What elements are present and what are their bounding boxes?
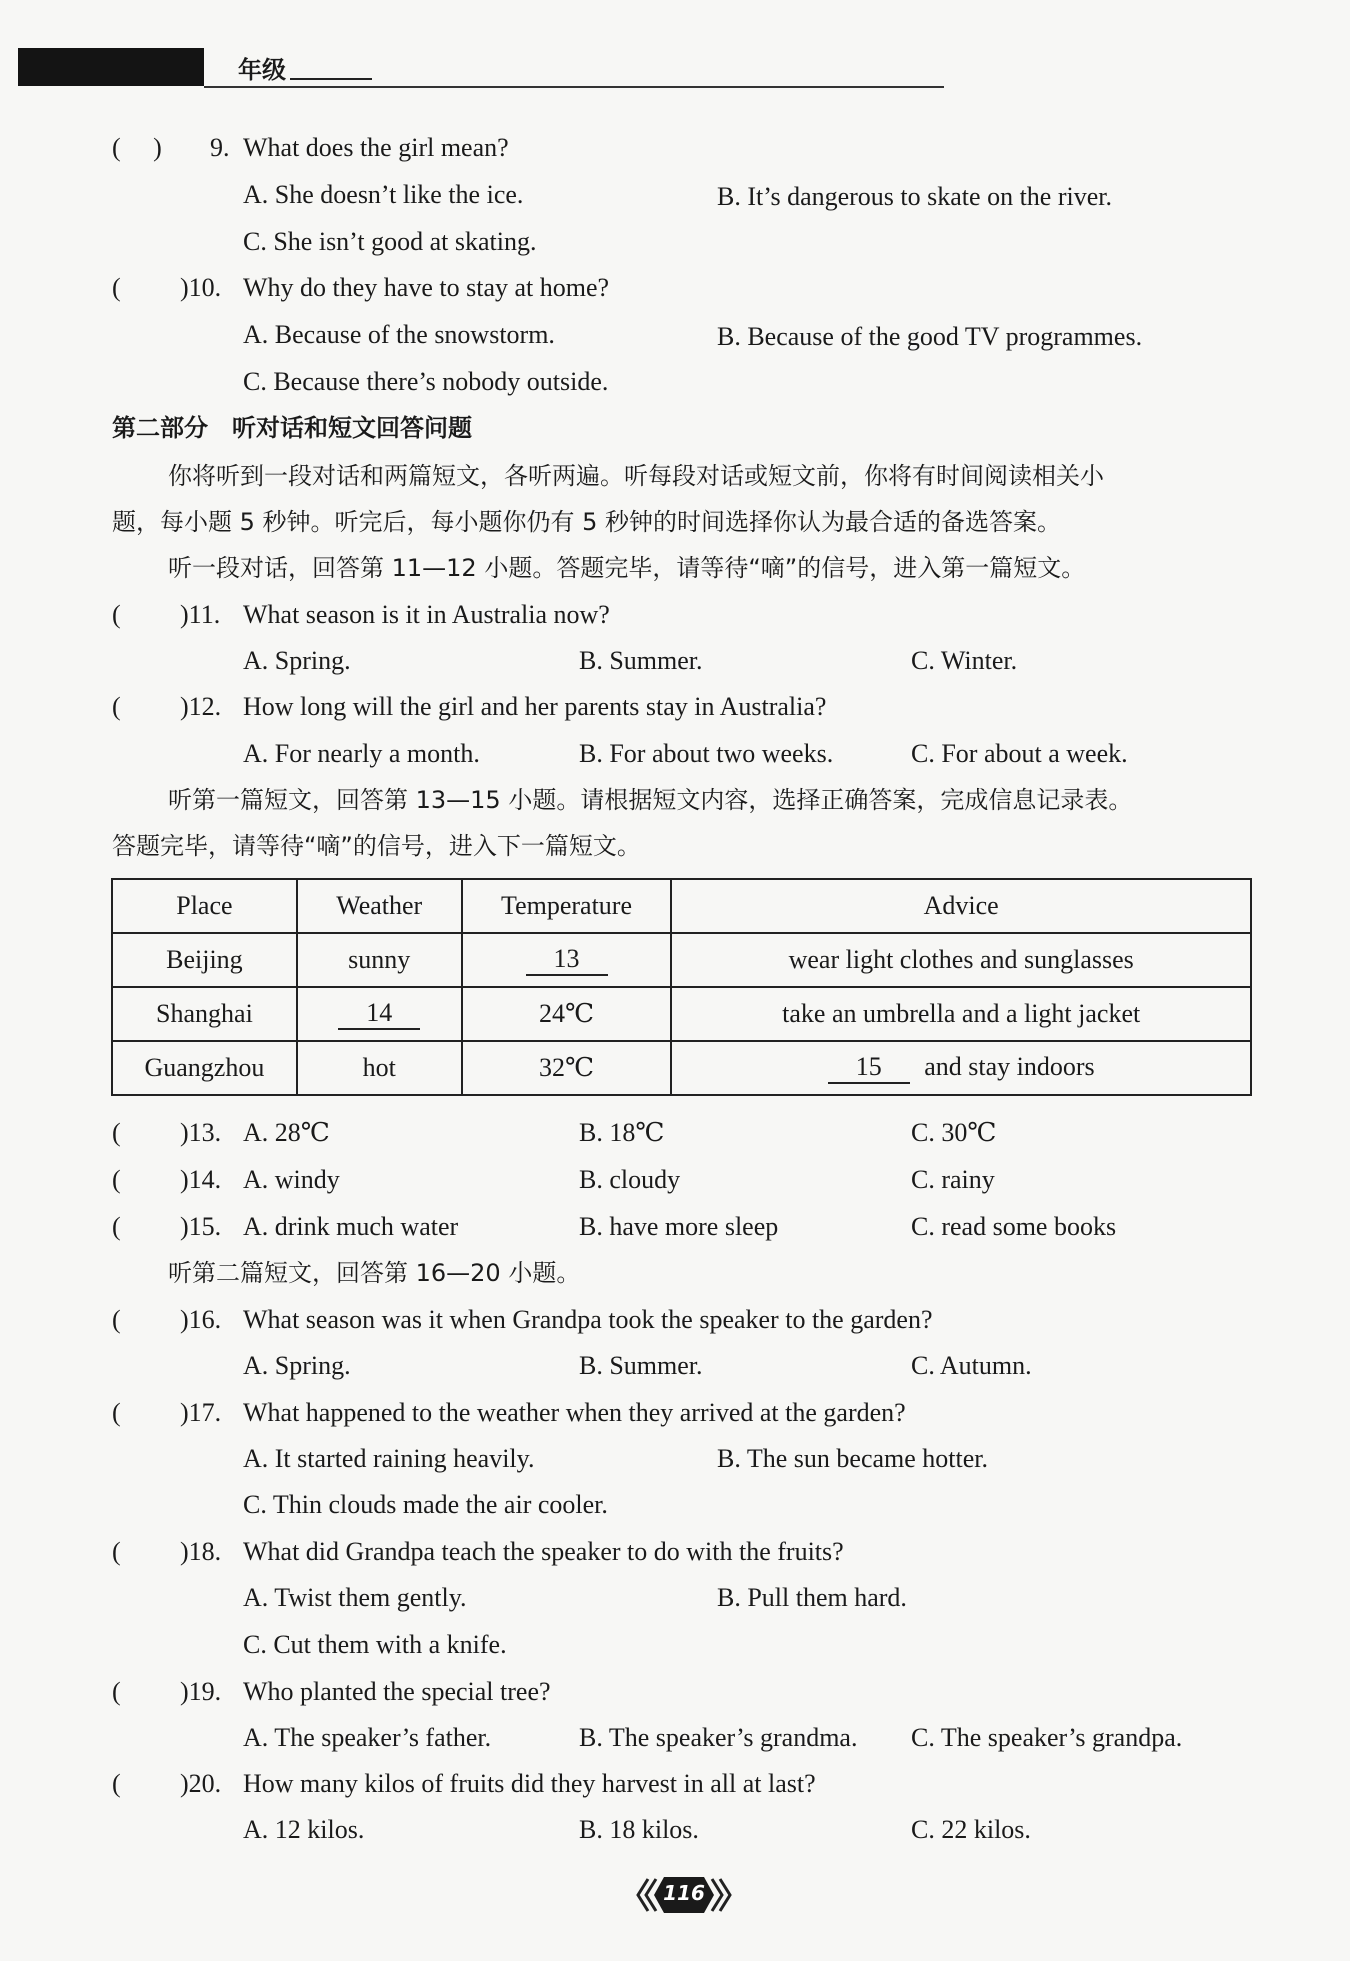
option-c[interactable]: C. Winter. <box>911 646 1018 675</box>
option-b[interactable]: B. 18℃ <box>579 1118 665 1147</box>
answer-bracket-q13[interactable]: ( <box>112 1118 121 1147</box>
question-stem: What happened to the weather when they arrived at the garden? <box>243 1398 906 1427</box>
question-number: )20. <box>180 1769 222 1798</box>
table-cell-place: Shanghai <box>112 987 297 1041</box>
table-cell-advice: take an umbrella and a light jacket <box>671 987 1251 1041</box>
table-cell-temperature: 32℃ <box>462 1041 672 1095</box>
table-cell-weather: sunny <box>297 933 462 987</box>
section-title: 第二部分 听对话和短文回答问题 <box>112 414 472 442</box>
option-b[interactable]: B. Summer. <box>579 646 703 675</box>
question-number: )15. <box>180 1212 222 1241</box>
passage1-intro-line1: 听第一篇短文，回答第 13—15 小题。请根据短文内容，选择正确答案，完成信息记录表。 <box>168 786 1133 814</box>
table-cell-weather: hot <box>297 1041 462 1095</box>
option-a[interactable]: A. drink much water <box>243 1212 459 1241</box>
option-b[interactable]: B. The speaker’s grandma. <box>579 1723 858 1752</box>
table-cell-weather <box>297 987 462 1041</box>
header-rule <box>204 86 944 88</box>
table-header: Advice <box>671 879 1251 933</box>
grade-label: 年级 <box>238 56 286 84</box>
option-c[interactable]: C. She isn’t good at skating. <box>243 227 537 256</box>
question-stem: Why do they have to stay at home? <box>243 273 610 302</box>
question-number: )14. <box>180 1165 222 1194</box>
option-b[interactable]: B. It’s dangerous to skate on the river. <box>717 182 1112 211</box>
option-b[interactable]: B. Pull them hard. <box>717 1583 907 1612</box>
question-number: )18. <box>180 1537 222 1566</box>
option-c[interactable]: C. Because there’s nobody outside. <box>243 367 609 396</box>
answer-bracket-q17[interactable]: ( <box>112 1398 121 1427</box>
question-number: )16. <box>180 1305 222 1334</box>
answer-bracket-q18[interactable]: ( <box>112 1537 121 1566</box>
option-c[interactable]: C. 30℃ <box>911 1118 997 1147</box>
option-b[interactable]: B. 18 kilos. <box>579 1815 699 1844</box>
question-number: )11. <box>180 600 221 629</box>
table-row <box>112 933 1251 987</box>
answer-blank-15[interactable]: 15 <box>828 1052 910 1084</box>
option-a[interactable]: A. 12 kilos. <box>243 1815 365 1844</box>
option-b[interactable]: B. The sun became hotter. <box>717 1444 989 1473</box>
section-intro-line2: 题，每小题 5 秒钟。听完后，每小题你仍有 5 秒钟的时间选择你认为最合适的备选答案。 <box>112 508 1062 536</box>
option-b[interactable]: B. Summer. <box>579 1351 703 1380</box>
option-a[interactable]: A. It started raining heavily. <box>243 1444 535 1473</box>
question-number: )17. <box>180 1398 222 1427</box>
passage1-intro-line2: 答题完毕，请等待“嘀”的信号，进入下一篇短文。 <box>112 832 641 860</box>
table-cell-temperature: 24℃ <box>462 987 672 1041</box>
table-row <box>112 1041 1251 1095</box>
table-header: Temperature <box>462 879 672 933</box>
option-b[interactable]: B. have more sleep <box>579 1212 779 1241</box>
option-c[interactable]: C. For about a week. <box>911 739 1128 768</box>
answer-bracket-q10[interactable]: ( <box>112 273 121 302</box>
option-a[interactable]: A. Because of the snowstorm. <box>243 320 555 349</box>
question-number: 9. <box>210 133 230 162</box>
grade-blank[interactable] <box>290 78 372 80</box>
passage2-intro: 听第二篇短文，回答第 16—20 小题。 <box>168 1259 581 1287</box>
option-b[interactable]: B. cloudy <box>579 1165 681 1194</box>
option-c[interactable]: C. read some books <box>911 1212 1117 1241</box>
question-number: )12. <box>180 692 222 721</box>
answer-bracket-q15[interactable]: ( <box>112 1212 121 1241</box>
page-number: 116 <box>663 1881 705 1905</box>
option-a[interactable]: A. Twist them gently. <box>243 1583 467 1612</box>
table-cell-advice <box>671 1041 1251 1095</box>
option-a[interactable]: A. For nearly a month. <box>243 739 480 768</box>
question-number: )19. <box>180 1677 222 1706</box>
advice-text: and stay indoors <box>924 1052 1095 1081</box>
table-cell-advice: wear light clothes and sunglasses <box>671 933 1251 987</box>
answer-bracket-q12[interactable]: ( <box>112 692 121 721</box>
question-stem: What does the girl mean? <box>243 133 509 162</box>
question-stem: Who planted the special tree? <box>243 1677 551 1706</box>
answer-blank-13[interactable]: 13 <box>526 944 608 976</box>
option-a[interactable]: A. windy <box>243 1165 340 1194</box>
option-c[interactable]: C. Thin clouds made the air cooler. <box>243 1490 608 1519</box>
option-c[interactable]: C. The speaker’s grandpa. <box>911 1723 1183 1752</box>
option-c[interactable]: C. 22 kilos. <box>911 1815 1031 1844</box>
question-number: )10. <box>180 273 222 302</box>
question-number: )13. <box>180 1118 222 1147</box>
option-a[interactable]: A. The speaker’s father. <box>243 1723 492 1752</box>
answer-bracket-q16[interactable]: ( <box>112 1305 121 1334</box>
option-a[interactable]: A. 28℃ <box>243 1118 330 1147</box>
table-cell-temperature <box>462 933 672 987</box>
answer-bracket-q11[interactable]: ( <box>112 600 121 629</box>
question-stem: What season is it in Australia now? <box>243 600 610 629</box>
table-row <box>112 987 1251 1041</box>
page-number-badge <box>634 1873 734 1917</box>
answer-bracket-q9[interactable]: ( ) <box>112 133 162 162</box>
answer-bracket-q20[interactable]: ( <box>112 1769 121 1798</box>
answer-blank-14[interactable]: 14 <box>338 998 420 1030</box>
answer-bracket-q14[interactable]: ( <box>112 1165 121 1194</box>
option-b[interactable]: B. Because of the good TV programmes. <box>717 322 1143 351</box>
option-a[interactable]: A. Spring. <box>243 646 351 675</box>
option-c[interactable]: C. Cut them with a knife. <box>243 1630 507 1659</box>
weather-info-table <box>111 878 1252 1096</box>
table-cell-place: Beijing <box>112 933 297 987</box>
option-b[interactable]: B. For about two weeks. <box>579 739 834 768</box>
question-stem: What did Grandpa teach the speaker to do with the fruits? <box>243 1537 844 1566</box>
table-header-row <box>112 879 1251 933</box>
table-header: Place <box>112 879 297 933</box>
dialog-intro: 听一段对话，回答第 11—12 小题。答题完毕，请等待“嘀”的信号，进入第一篇短文。 <box>168 554 1086 582</box>
section-intro-line1: 你将听到一段对话和两篇短文，各听两遍。听每段对话或短文前，你将有时间阅读相关小 <box>168 462 1104 490</box>
option-a[interactable]: A. Spring. <box>243 1351 351 1380</box>
question-stem: How many kilos of fruits did they harvest in all at last? <box>243 1769 816 1798</box>
option-c[interactable]: C. Autumn. <box>911 1351 1032 1380</box>
table-header: Weather <box>297 879 462 933</box>
option-c[interactable]: C. rainy <box>911 1165 995 1194</box>
answer-bracket-q19[interactable]: ( <box>112 1677 121 1706</box>
header-bar <box>18 48 204 86</box>
question-stem: What season was it when Grandpa took the speaker to the garden? <box>243 1305 933 1334</box>
table-cell-place: Guangzhou <box>112 1041 297 1095</box>
option-a[interactable]: A. She doesn’t like the ice. <box>243 180 524 209</box>
question-stem: How long will the girl and her parents stay in Australia? <box>243 692 827 721</box>
